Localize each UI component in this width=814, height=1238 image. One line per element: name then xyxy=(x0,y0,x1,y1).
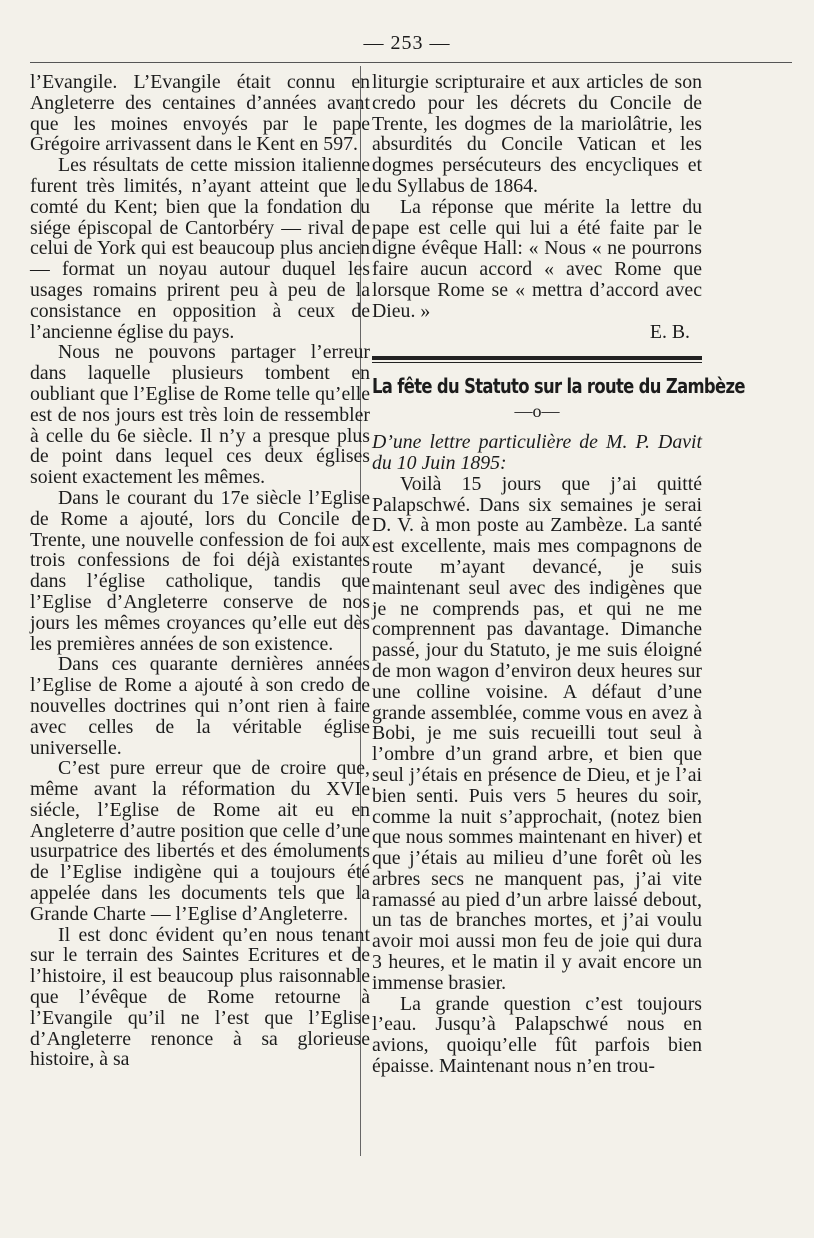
paragraph: C’est pure erreur que de croire que, même avant la réformation du XVIe siécle, l’Eglise de Rome ait eu en Angleterre d’autre position que celle d’une usurpatrice des libertés et des émoluments de l’Eglise indigène qui a toujours été appelée dans les documents tels que la Grande Charte — l’Eglise d’Angleterre. xyxy=(30,757,370,925)
left-column xyxy=(30,72,370,1070)
paragraph: La réponse que mérite la lettre du pape est celle qui lui a été faite par le digne évêque Hall: « Nous « ne pourrons faire aucun accord « avec Rome que lorsque Rome se « mettra d’accord avec Dieu. » xyxy=(372,195,702,322)
right-column xyxy=(372,71,745,1078)
page-number: — 253 — xyxy=(363,32,451,54)
section-title: La fête du Statuto sur la route du Zambèze xyxy=(372,374,745,399)
paragraph: Dans le courant du 17e siècle l’Eglise de Rome a ajouté, lors du Concile de Trente, une nouvelle confession de foi aux trois confessions de foi déjà existantes dans l’église catholique, tandis que l’Eglise d’Angleterre conserve de nos jours les mêmes croyances qu’elle eut dès les premières années de son existence. xyxy=(30,486,370,655)
title-ornament: —o— xyxy=(514,401,560,422)
paragraph: Dans ces quarante dernières années l’Eglise de Rome a ajouté à son credo de nouvelles doctrines qui n’ont rien à faire avec celles de la véritable église universelle. xyxy=(30,653,370,759)
paragraph: Nous ne pouvons partager l’erreur dans laquelle plusieurs tombent en oubliant que l’Eglise de Rome telle qu’elle est de nos jours est très loin de ressembler à celle du 6e siècle. Il n’y a presque plus de point dans lequel ces deux églises soient exactement les mêmes. xyxy=(30,341,370,489)
section-rule-thin xyxy=(372,362,702,363)
paragraph: Il est donc évident qu’en nous tenant sur le terrain des Saintes Ecritures et de l’histoire, il est beaucoup plus raisonnable que l’évêque de Rome retourne à l’Evangile qu’il ne l’est que l’Eglise d’Angleterre renonce à sa glorieuse histoire, à sa xyxy=(30,923,370,1071)
paragraph: Les résultats de cette mission italienne furent très limités, n’ayant atteint que le comté du Kent; bien que la fondation du siége épiscopal de Cantorbéry — rival de celui de York qui est beaucoup plus ancien — format un noyau autour duquel les usages romains prirent peu à peu de la consistance en opposition à ceux de l’ancienne église du pays. xyxy=(30,154,370,343)
letter-source: D’une lettre particulière de M. P. Davit du 10 Juin 1895: xyxy=(372,431,702,474)
paragraph: La grande question c’est toujours l’eau. Jusqu’à Palapschwé nous en avions, quoiqu’elle fût parfois bien épaisse. Maintenant nous n’en trou- xyxy=(372,992,702,1078)
header-rule xyxy=(30,62,792,63)
paragraph: liturgie scripturaire et aux articles de son credo pour les décrets du Concile de Trente, les dogmes de la mariolâtrie, les absurdités du Concile Vatican et les dogmes persécuteurs des encycliques et du Syllabus de 1864. xyxy=(372,71,702,197)
section-rule-thick xyxy=(372,356,702,360)
paragraph: Voilà 15 jours que j’ai quitté Palapschwé. Dans six semaines je serai D. V. à mon poste au Zambèze. La santé est excellente, mais mes compagnons de route m’ayant devancé, je suis maintenant seul avec des indigènes que je ne comprends pas, et qui ne me comprennent pas davantage. Dimanche passé, jour du Statuto, je me suis éloigné de mon wagon d’environ deux heures sur une colline voisine. A défaut d’une grande assemblée, comme vous en avez à Bobi, je me suis recueilli tout seul à l’ombre d’un grand arbre, et bien que seul j’étais en présence de Dieu, et je l’ai bien senti. Puis vers 5 heures du soir, comme la nuit s’approchait, (notez bien que nous sommes maintenant en hiver) et que j’étais au milieu d’une forêt où les arbres secs ne manquent pas, j’ai vite ramassé au pied d’un arbre laissé debout, un tas de branches mortes, et j’ai voulu avoir moi aussi mon feu de joie qui dura 3 heures, et le matin il y avait encore un immense brasier. xyxy=(372,472,702,994)
paragraph: l’Evangile. L’Evangile était connu en Angleterre des centaines d’années avant que les moines envoyés par le pape Grégoire arrivassent dans le Kent en 597. xyxy=(30,71,370,156)
article-signature: E. B. xyxy=(649,320,690,343)
